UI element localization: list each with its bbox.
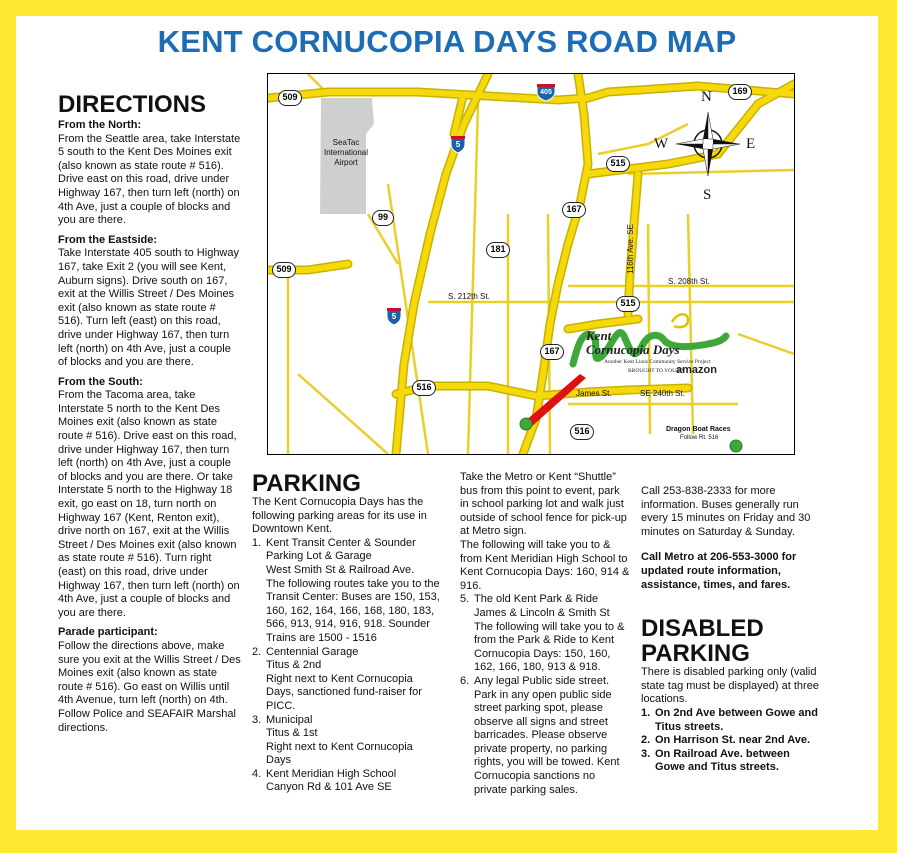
info-call-text: Call 253-838-2333 for more information. Buses generally run every 15 minutes on Friday and 30 minutes on Saturday & Sunday. bbox=[641, 485, 811, 538]
parking-item-1 bbox=[252, 537, 440, 646]
street-116th-ave: 116th Ave. SE bbox=[626, 224, 635, 274]
route-515-shield-south: 515 bbox=[616, 296, 640, 312]
logo-tagline: Another Kent Lions Community Service Project bbox=[604, 359, 711, 365]
dir-north-text: From the Seattle area, take Interstate 5 south to the Kent Des Moines exit (also known as state route # 516). Drive east on this road, drive under Highway 167, then turn left (north) on 4th Ave, just a couple of blocks and you are there. bbox=[58, 132, 241, 227]
street-james: James St. bbox=[576, 389, 612, 398]
dir-south-text: From the Tacoma area, take Interstate 5 north to the Kent Des Moines exit (also known as state route # 516). Drive east on this road, drive under Highway 167, then turn left (north) on 4th Ave, just a couple of blocks and you are there. Or take Interstate 5 north to the Highway 18 exit, go east on 18, turn north on Highway 167 (Kent, Renton exit), drive north on 167, exit at the Willis Street / Des Moines exit (also known as state route # 516). Turn right (east) on this road, drive under Highway 167, then turn left (north) on 4th Ave, just a couple of blocks and you are there. bbox=[58, 389, 240, 619]
dir-parade-label: Parade participant: bbox=[58, 626, 158, 639]
compass-west: W bbox=[654, 136, 669, 152]
parking-kmhs-routes: The following will take you to & from Kent Meridian High School to Kent Cornucopia Days: 160, 914 & 916. bbox=[460, 538, 630, 592]
parking-item-4-num: 4. bbox=[252, 767, 262, 780]
dir-east-label: From the Eastside: bbox=[58, 233, 158, 246]
street-se240th: SE 240th St. bbox=[640, 389, 685, 398]
interstate-5-shield-north bbox=[450, 135, 466, 153]
disabled-item-1-text: On 2nd Ave between Gowe and Titus streets. bbox=[655, 706, 818, 733]
logo-line-kent: Kent bbox=[586, 328, 612, 343]
parking-item-5-line1: The old Kent Park & Ride bbox=[474, 593, 599, 606]
interstate-5-label-north: 5 bbox=[455, 140, 461, 149]
location-pointer-arrow bbox=[524, 374, 586, 428]
parking-item-4-line1: Kent Meridian High School bbox=[266, 767, 397, 780]
interstate-405-label: 405 bbox=[540, 89, 552, 96]
parking-item-3-line3: Right next to Kent Cornucopia Days bbox=[266, 740, 413, 767]
parking-heading: PARKING bbox=[252, 470, 361, 497]
parking-item-4-line2: Canyon Rd & 101 Ave SE bbox=[266, 781, 392, 794]
interstate-5-shield-south bbox=[386, 307, 402, 325]
route-167-shield-south: 167 bbox=[540, 344, 564, 360]
route-181-shield: 181 bbox=[486, 242, 510, 258]
parking-item-1-line3: The following routes take you to the Transit Center: Buses are 150, 153, 160, 162, 164, 166, 168, 180, 183, 566, 913, 914, 916, 918. Sounder Trains are 1500 - 1516 bbox=[266, 577, 440, 644]
logo-line-cornucopia: Cornucopia Days bbox=[586, 342, 680, 357]
parking-column-2 bbox=[460, 471, 630, 797]
parking-item-6-num: 6. bbox=[460, 674, 470, 687]
compass-rose bbox=[676, 112, 740, 176]
disabled-heading-1: DISABLED bbox=[641, 615, 764, 643]
compass-north: N bbox=[701, 89, 712, 105]
disabled-heading-2: PARKING bbox=[641, 640, 750, 668]
compass-south: S bbox=[703, 187, 712, 203]
parking-item-2-line3: Right next to Kent Cornucopia Days, sanctioned fund-raiser for PICC. bbox=[266, 672, 422, 712]
dragon-boat-dot bbox=[730, 440, 742, 452]
route-169-shield: 169 bbox=[728, 84, 752, 100]
parking-item-2-line1: Centennial Garage bbox=[266, 645, 359, 658]
airport-label: SeaTac International Airport bbox=[323, 138, 369, 167]
parking-item-1-line1: Kent Transit Center & Sounder Parking Lot & Garage bbox=[266, 536, 416, 563]
info-metro-text: Call Metro at 206-553-3000 for updated route information, assistance, times, and fares. bbox=[641, 551, 797, 591]
parking-item-4 bbox=[252, 768, 440, 795]
logo-brought-by: BROUGHT TO YOU BY bbox=[628, 368, 686, 374]
poster bbox=[16, 16, 878, 830]
disabled-item-1 bbox=[641, 707, 821, 734]
disabled-item-2 bbox=[641, 734, 821, 748]
route-516-shield-east: 516 bbox=[570, 424, 594, 440]
route-516-shield-west: 516 bbox=[412, 380, 436, 396]
disabled-section bbox=[641, 616, 821, 775]
route-167-shield-north: 167 bbox=[562, 202, 586, 218]
street-s208th: S. 208th St. bbox=[668, 277, 710, 286]
interstate-405-shield bbox=[536, 83, 556, 101]
disabled-intro: There is disabled parking only (valid state tag must be displayed) at three locations. bbox=[641, 666, 819, 706]
directions-column bbox=[58, 92, 242, 735]
parking-item-3-line1: Municipal bbox=[266, 713, 313, 726]
parking-intro: The Kent Cornucopia Days has the following parking areas for its use in Downtown Kent. bbox=[252, 496, 427, 536]
dragon-boat-title: Dragon Boat Races bbox=[666, 426, 731, 433]
parking-item-3 bbox=[252, 714, 440, 768]
logo-swirl bbox=[672, 314, 688, 327]
disabled-item-3 bbox=[641, 748, 821, 775]
street-s212th: S. 212th St. bbox=[448, 292, 490, 301]
parking-item-1-num: 1. bbox=[252, 536, 262, 549]
disabled-item-2-text: On Harrison St. near 2nd Ave. bbox=[655, 734, 811, 747]
parking-item-6 bbox=[460, 675, 630, 797]
parking-item-6-line1: Any legal Public side street. Park in any open public side street parking spot, please observe all signs and street barricades. Please observe private property, no parking rights, you will be towed. Kent Cornucopia sanctions no private parking sales. bbox=[474, 674, 620, 796]
directions-heading: DIRECTIONS bbox=[58, 91, 207, 118]
disabled-item-1-num: 1. bbox=[641, 706, 651, 719]
parking-item-2-num: 2. bbox=[252, 645, 262, 658]
dragon-boat-sub: Follow Rt. 516 bbox=[680, 435, 719, 441]
route-99-shield: 99 bbox=[372, 210, 394, 226]
route-509-shield-south: 509 bbox=[272, 262, 296, 278]
route-509-shield-north: 509 bbox=[278, 90, 302, 106]
event-location-dot bbox=[520, 418, 532, 430]
parking-item-2-line2: Titus & 2nd bbox=[266, 659, 322, 672]
parking-column bbox=[252, 471, 440, 795]
parking-item-5 bbox=[460, 593, 630, 675]
page-title: KENT CORNUCOPIA DAYS ROAD MAP bbox=[157, 24, 737, 59]
route-515-shield-north: 515 bbox=[606, 156, 630, 172]
dir-parade-text: Follow the directions above, make sure you exit at the Willis Street / Des Moines exit (also known as state route # 516). Go east on Willis until 4th Avenue, turn left (north) on 4th. Follow Police and SEAFAIR Marshal directions. bbox=[58, 639, 241, 734]
compass-east: E bbox=[746, 136, 756, 152]
dir-east-text: Take Interstate 405 south to Highway 167, take Exit 2 (you will see Kent, Auburn signs). Drive south on 167, exit at the Willis Street / Des Moines exit (also known as state route # 516). Turn left (east) on this road, drive under Highway 167, then turn left (north) on 4th Ave, just a couple of blocks and you are there. bbox=[58, 247, 239, 369]
disabled-item-3-text: On Railroad Ave. between Gowe and Titus streets. bbox=[655, 747, 790, 774]
dir-south-label: From the South: bbox=[58, 375, 143, 388]
interstate-5-label-south: 5 bbox=[391, 312, 397, 321]
parking-item-5-num: 5. bbox=[460, 593, 470, 606]
parking-item-5-line2: James & Lincoln & Smith St bbox=[474, 606, 610, 619]
parking-item-3-line2: Titus & 1st bbox=[266, 727, 318, 740]
disabled-item-2-num: 2. bbox=[641, 734, 651, 747]
disabled-item-3-num: 3. bbox=[641, 747, 651, 760]
parking-item-3-num: 3. bbox=[252, 713, 262, 726]
parking-item-5-line3: The following will take you to & from the Park & Ride to Kent Cornucopia Days: 150, 160, 162, 166, 180, 913 & 918. bbox=[474, 620, 625, 674]
info-column bbox=[641, 485, 821, 775]
sponsor-logo: amazon bbox=[676, 364, 717, 376]
parking-item-1-line2: West Smith St & Railroad Ave. bbox=[266, 563, 415, 576]
road-map bbox=[267, 73, 795, 455]
dir-north-label: From the North: bbox=[58, 119, 142, 131]
parking-item-2 bbox=[252, 646, 440, 714]
parking-shuttle-text: Take the Metro or Kent “Shuttle” bus from this point to event, park in school parking lot and walk just outside of school fence for pick-up at Metro sign. bbox=[460, 471, 627, 538]
map-graphic bbox=[268, 74, 794, 454]
